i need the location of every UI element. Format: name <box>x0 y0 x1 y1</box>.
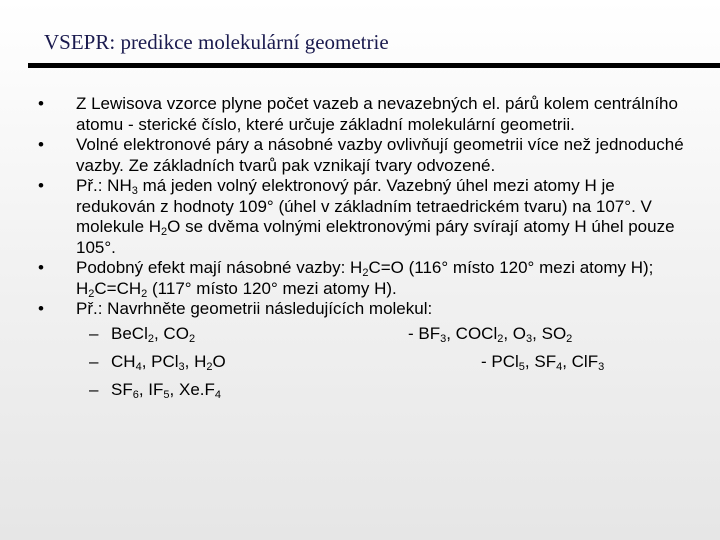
sub-bullet-marker: – <box>89 379 99 399</box>
bullet-item <box>38 176 698 258</box>
bullet-marker: • <box>38 135 44 154</box>
bullet-item <box>38 258 698 299</box>
bullet-text: Př.: Navrhněte geometrii následujících molekul: <box>76 299 433 318</box>
bullet-item <box>38 94 698 135</box>
molecule-list-right: - PCl$_5$, $SF_4$, ClF$_3$ <box>481 351 605 373</box>
molecule-row <box>38 348 698 376</box>
slide-title: VSEPR: predikce molekulární geometrie <box>44 30 389 54</box>
molecule-row <box>38 320 698 348</box>
sub-bullet-marker: – <box>89 323 99 343</box>
molecule-list-left: $CH_4$, PCl$_3$, $H_2O$ <box>111 351 226 373</box>
molecule-list-left: BeCl$_2$, $CO_2$ <box>111 323 196 345</box>
bullet-item <box>38 135 698 176</box>
sub-bullet-marker: – <box>89 351 99 371</box>
bullet-text: Z Lewisova vzorce plyne počet vazeb a nevazebných el. párů kolem centrálního atomu - sterické číslo, které určuje základní molekulární geometrii. <box>76 94 678 134</box>
bullet-text: Podobný efekt mají násobné vazby: $H_2C=O$ (116° místo 120° mezi atomy H); $H_2C=CH_2$ (117° místo 120° mezi atomy H). <box>76 258 654 300</box>
bullet-marker: • <box>38 258 44 277</box>
slide-content <box>38 94 698 404</box>
bullet-item <box>38 299 698 320</box>
bullet-text: Př.: $NH_3$ má jeden volný elektronový pár. Vazebný úhel mezi atomy H je redukován z hodnoty 109° (úhel v základním tetraedrickém tvaru) na 107°. V molekule $H_2O$ se dvěma volnými elektronovými páry svírají atomy H úhel pouze 105°. <box>76 176 675 257</box>
bullet-marker: • <box>38 299 44 318</box>
molecule-list-right: - $BF_3$, COCl$_2$, $O_3$, $SO_2$ <box>408 323 573 345</box>
bullet-marker: • <box>38 176 44 195</box>
bullet-text: Volné elektronové páry a násobné vazby ovlivňují geometrii více než jednoduché vazby. Ze základních tvarů pak vznikají tvary odvozené. <box>76 135 684 175</box>
title-divider <box>28 63 720 68</box>
molecule-list-left: $SF_6$, $IF_5$, $Xe.F_4$ <box>111 379 222 401</box>
molecule-row <box>38 376 698 404</box>
bullet-marker: • <box>38 94 44 113</box>
